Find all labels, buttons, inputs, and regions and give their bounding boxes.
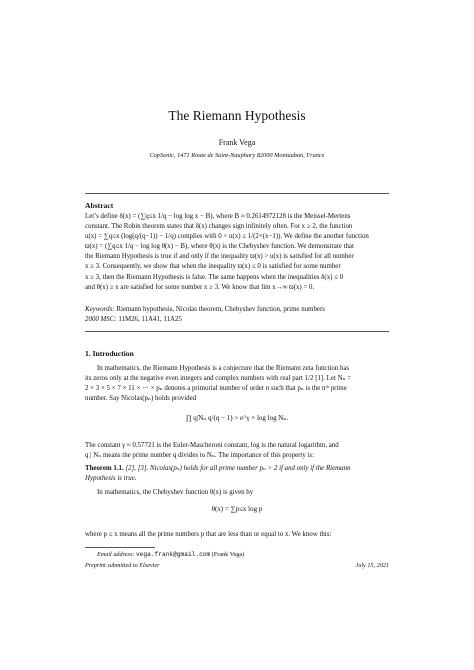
- abstract-line: and θ(x) ≥ x are satisfied for some number x ≥ 3. We know that lim x→∞ ϖ(x) = 0.: [85, 283, 315, 291]
- section-heading-introduction: 1. Introduction: [85, 349, 134, 358]
- intro-paragraph-3: In mathematics, the Chebyshev function θ(x) is given by: [97, 489, 254, 496]
- author-name: Frank Vega: [218, 138, 256, 147]
- intro-line: its zeros only at the negative even integers and complex numbers with real part 1/2 [1]. Let Nₙ =: [85, 375, 352, 383]
- abstract-line: constant. The Robin theorem states that δ(x) changes sign infinitely often. For x ≥ 2, the function: [85, 223, 353, 231]
- theorem-1-1: [85, 464, 350, 484]
- abstract-line: u(x) = ∑q≤x (log(q/(q−1)) − 1/q) complies with 0 < u(x) ≤ 1/(2×(x−1)). We define the another function: [85, 233, 369, 241]
- intro-line: 2 × 3 × 5 × 7 × 11 × ··· × pₙ denotes a primorial number of order n such that pₙ is the nᵗʰ prime: [85, 385, 347, 393]
- paper-title: The Riemann Hypothesis: [168, 108, 306, 123]
- intro-paragraph-4: where p ≤ x means all the prime numbers p that are less than or equal to x. We know this:: [85, 531, 332, 538]
- abstract-line: ϖ(x) = (∑q≤x 1/q − log log θ(x) − B), where θ(x) is the Chebyshev function. We demonstrate that: [85, 243, 354, 251]
- nicolas-inequality: ∏ q|Nₙ q/(q − 1) > e^γ × log log Nₙ.: [185, 414, 289, 422]
- email-address[interactable]: vega.frank@gmail.com: [135, 551, 211, 558]
- intro-paragraph-1: [85, 364, 351, 404]
- theorem-label: Theorem 1.1.: [85, 465, 124, 472]
- abstract-line: the Riemann Hypothesis is true if and only if the inequality ϖ(x) > u(x) is satisfied for all number: [85, 253, 354, 261]
- theorem-text: [2], [3]. Nicolas(pₙ) holds for all prime number pₙ > 2 if and only if the Riemann: [125, 465, 351, 472]
- abstract-heading: Abstract: [85, 201, 114, 210]
- abstract-line: x ≥ 3. Consequently, we show that when the inequality ϖ(x) ≤ 0 is satisfied for some number: [85, 263, 341, 271]
- preprint-date: July 15, 2021: [355, 562, 389, 569]
- theorem-text: Hypothesis is true.: [85, 475, 137, 483]
- keywords-line: [85, 305, 325, 315]
- abstract-line: Let’s define δ(x) = (∑q≤x 1/q − log log x − B), where B ≈ 0.2614972128 is the Meissel-Mertens: [85, 213, 351, 220]
- intro-line: The constant γ ≈ 0.57721 is the Euler-Mascheroni constant, log is the natural logarithm, and: [85, 442, 339, 449]
- abstract-bottom-rule: [85, 331, 389, 332]
- chebyshev-definition: θ(x) = ∑p≤x log p: [211, 505, 263, 513]
- msc-label: 2000 MSC:: [85, 316, 117, 323]
- footnote-rule: [85, 547, 155, 548]
- keywords-label: Keywords:: [85, 306, 115, 313]
- abstract-top-rule: [85, 193, 389, 194]
- intro-paragraph-2: [85, 441, 339, 461]
- author-affiliation: CopSonic, 1471 Route de Saint-Nauphary 82000 Montauban, France: [149, 152, 325, 159]
- abstract-body: [85, 212, 369, 293]
- preprint-note: Preprint submitted to Elsevier: [85, 562, 160, 569]
- intro-line: In mathematics, the Riemann Hypothesis is a conjecture that the Riemann zeta function has: [97, 365, 350, 372]
- intro-line: number. Say Nicolas(pₙ) holds provided: [85, 395, 197, 403]
- keywords-text: Riemann hypothesis, Nicolas theorem, Chebyshev function, prime numbers: [116, 306, 325, 313]
- intro-line: q | Nₙ means the prime number q divides to Nₙ. The importance of this property is:: [85, 452, 315, 460]
- email-label: Email address:: [97, 551, 135, 558]
- abstract-line: x ≥ 3, then the Riemann Hypothesis is false. The same happens when the inequalities δ(x) ≤ 0: [85, 273, 344, 281]
- msc-text: 11M26, 11A41, 11A25: [118, 316, 182, 323]
- msc-line: [85, 315, 182, 325]
- email-note: (Frank Vega): [211, 551, 245, 558]
- email-footnote: [97, 551, 244, 558]
